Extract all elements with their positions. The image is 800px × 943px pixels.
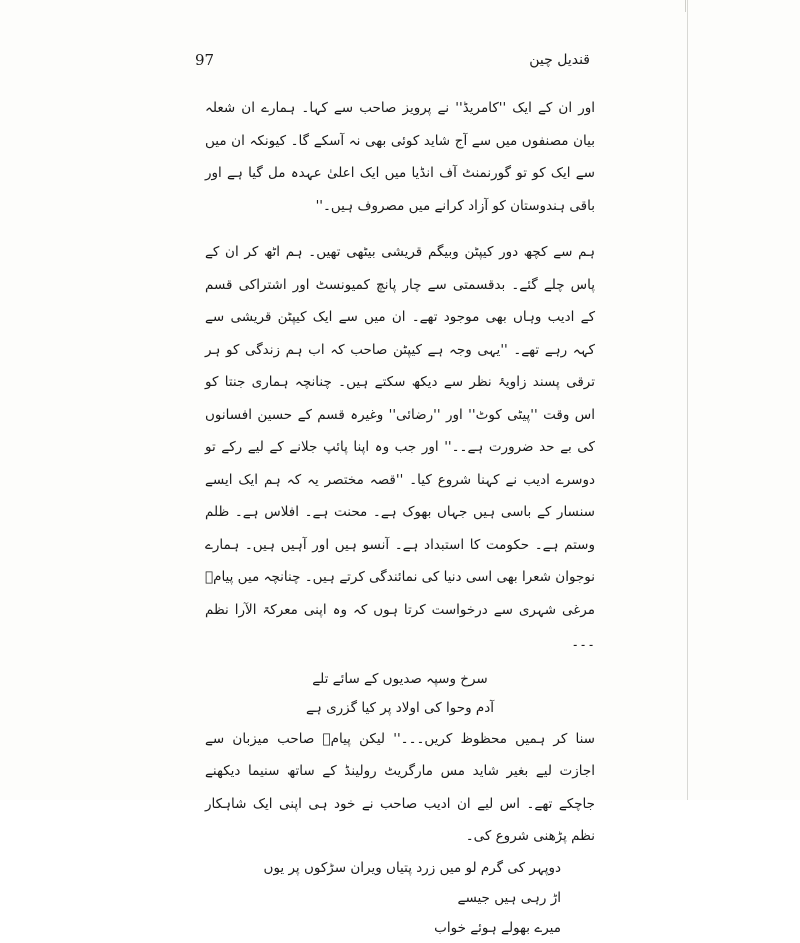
nazm-line-2: اڑ رہی ہیں جیسے: [457, 889, 561, 906]
page-corner-mark: [685, 0, 700, 12]
nazm-line-3: میرے بھولے ہوئے خواب: [434, 919, 561, 936]
page-header: [195, 50, 590, 78]
nazm-block: [205, 853, 595, 943]
verse-line-2: آدم وحوا کی اولاد پر کیا گزری ہے: [305, 699, 494, 716]
paragraph-2: ہم سے کچھ دور کیپٹن وبیگم قریشی بیٹھی تھیں۔ ہم اٹھ کر ان کے پاس چلے گئے۔ بدقسمتی سے چار پانچ کمیونسٹ اور اشتراکی قسم کے ادیب وہاں بھی موجود تھے۔ ان میں سے ایک کیپٹن قریشی سے کہہ رہے تھے۔ ''یہی وجہ ہے کیپٹن صاحب کہ اب ہم زندگی کو ہر ترقی پسند زاویۂ نظر سے دیکھ سکتے ہیں۔ چنانچہ ہماری جنتا کو اس وقت ''پیٹی کوٹ'' اور ''رضائی'' وغیرہ قسم کے حسین افسانوں کی بے حد ضرورت ہے۔۔'' اور جب وہ اپنا پائپ جلانے کے لیے رکے تو دوسرے ادیب نے کہنا شروع کیا۔ ''قصہ مختصر یہ کہ ہم ایک ایسے سنسار کے باسی ہیں جہاں بھوک ہے۔ محنت ہے۔ افلاس ہے۔ ظلم وستم ہے۔ حکومت کا استبداد ہے۔ آنسو ہیں اور آہیں ہیں۔ ہمارے نوجوان شعرا بھی اسی دنیا کی نمائندگی کرتے ہیں۔ چنانچہ میں پیامؔ مرغی شہری سے درخواست کرتا ہوں کہ وہ اپنی معرکۃ الآرا نظم ۔۔۔: [204, 244, 595, 650]
page-number: 97: [195, 51, 215, 69]
paragraph-1: اور ان کے ایک ''کامریڈ'' نے پرویز صاحب سے کہا۔ ہمارے ان شعلہ بیان مصنفوں میں سے آج شاید کوئی بھی نہ آسکے گا۔ کیونکہ ان میں سے ایک کو تو گورنمنٹ آف انڈیا میں ایک اعلیٰ عہدہ مل گیا ہے اور باقی ہندوستان کو آزاد کرانے میں مصروف ہیں۔'': [205, 100, 595, 214]
nazm-line-1: دوپہر کی گرم لو میں زرد پتیاں ویران سڑکوں پر یوں: [263, 859, 561, 876]
verse-block: [205, 665, 595, 723]
verse-line-1: سرخ وسپہ صدیوں کے سائے تلے: [312, 670, 488, 687]
paragraph-gap: [205, 222, 595, 236]
running-title: قندیل چین: [529, 52, 590, 68]
paragraph-3: سنا کر ہمیں محظوظ کریں۔۔۔'' لیکن پیامؔ صاحب میزبان سے اجازت لیے بغیر شاید مس مارگریٹ رولینڈ کے ساتھ سنیما دیکھنے جاچکے تھے۔ اس لیے ان ادیب صاحب نے خود ہی اپنی ایک شاہکار نظم پڑھنی شروع کی۔: [205, 730, 595, 844]
page-edge-line: [687, 0, 688, 800]
body-text: [205, 92, 595, 943]
